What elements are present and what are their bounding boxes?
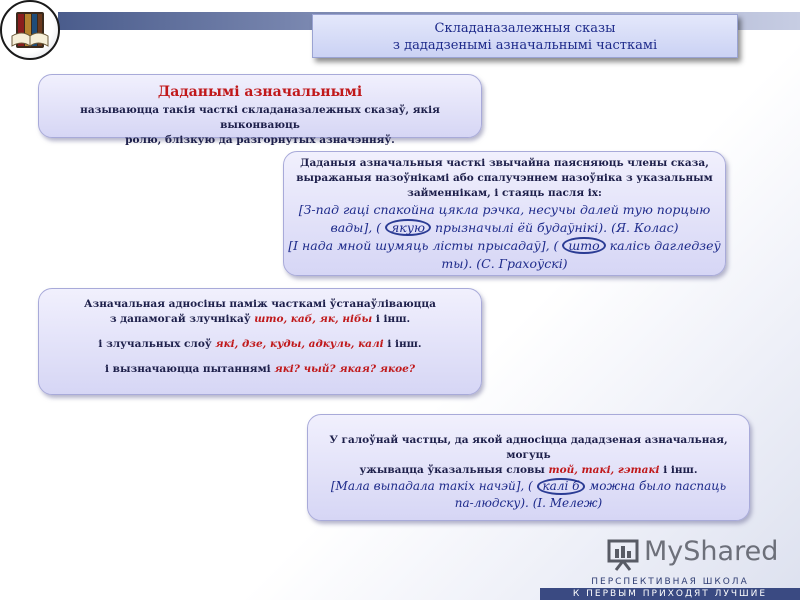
demonstratives-card (307, 414, 750, 521)
relative-words-label: і злучальных слоў (98, 338, 212, 350)
connectors-line-1: Азначальная адносіны паміж часткамі ўстанаўліваюцца (83, 298, 436, 310)
circled-word-yakuyu: якую (385, 219, 431, 236)
example-2-line-2: ты). (С. Грахоўскі) (441, 256, 568, 271)
position-line-2: выражаныя назоўнікамі або спалучэннем назоўніка з указальным (296, 172, 713, 184)
slide-title (312, 14, 738, 58)
demonstratives-etc: і інш. (663, 464, 698, 476)
position-line-1: Даданыя азначальныя часткі звычайна паясняюць члены сказа, (300, 157, 709, 169)
demonstratives-list: той, такі, гэтакі (548, 464, 660, 476)
circled-word-shto: што (562, 237, 605, 254)
example-3-prefix: [Мала выпадала такіх начэй], ( (330, 479, 533, 493)
connectors-line-2 (39, 312, 481, 327)
position-line-3: займеннікам, і стаяць пасля іх: (407, 187, 602, 199)
footer-slogan: К ПЕРВЫМ ПРИХОДЯТ ЛУЧШИЕ (540, 588, 800, 600)
relative-words-list: які, дзе, куды, адкуль, калі (215, 338, 384, 350)
myshared-watermark (606, 536, 779, 576)
example-1-prefix: вады], ( (330, 220, 382, 235)
example-1-suffix: прызначылі ёй будаўнікі). (Я. Колас) (435, 220, 679, 235)
example-2-line-1 (284, 237, 725, 255)
example-3-line-1 (308, 478, 749, 495)
conjunctions-etc: і інш. (375, 313, 411, 325)
example-2-suffix: калісь дагледзеў (609, 238, 721, 253)
demonstratives-line-2 (308, 463, 749, 478)
relative-words-etc: і інш. (387, 338, 422, 350)
example-3-suffix: можна было паспаць (589, 479, 727, 493)
title-line-1: Складаназалежныя сказы (434, 21, 616, 36)
circled-word-kali-b: калі б (537, 478, 586, 495)
presentation-icon (606, 538, 640, 572)
position-card (283, 151, 726, 276)
example-1-line-2 (284, 219, 725, 237)
watermark-text: MyShared (644, 536, 779, 567)
connectors-line-3 (39, 337, 481, 352)
definition-line-2: ролю, блізкую да разгорнутых азначэнняў. (125, 134, 395, 146)
definition-card (38, 74, 482, 146)
connectors-card (38, 288, 482, 395)
questions-list: які? чый? якая? якое? (274, 363, 415, 375)
conjunctions-label: з дапамогай злучнікаў (109, 313, 251, 325)
example-1-line-1: [З-пад гаці спакойна цякла рэчка, несучы далей тую порцыю (298, 202, 711, 217)
connectors-line-4 (39, 362, 481, 377)
demonstratives-line-1: У галоўнай частцы, да якой адносіцца дададзеная азначальная, могуць (329, 434, 728, 461)
example-2-prefix: [І нада мной шумяць лісты прысадаў], ( (288, 238, 559, 253)
questions-label: і вызначаюцца пытаннямі (105, 363, 271, 375)
conjunctions-list: што, каб, як, нібы (254, 313, 373, 325)
definition-heading: Даданымі азначальнымі (157, 84, 363, 100)
books-logo (0, 0, 60, 60)
footer-school: ПЕРСПЕКТИВНАЯ ШКОЛА (591, 577, 749, 587)
definition-line-1: называюцца такія часткі складаназалежных сказаў, якія выконваюць (80, 104, 440, 131)
title-line-2: з дададзенымі азначальнымі часткамі (392, 38, 658, 53)
demonstratives-label: ужывацца ўказальныя словы (359, 464, 545, 476)
books-icon (2, 2, 58, 58)
example-3-line-2: па-людску). (І. Мележ) (454, 496, 603, 510)
